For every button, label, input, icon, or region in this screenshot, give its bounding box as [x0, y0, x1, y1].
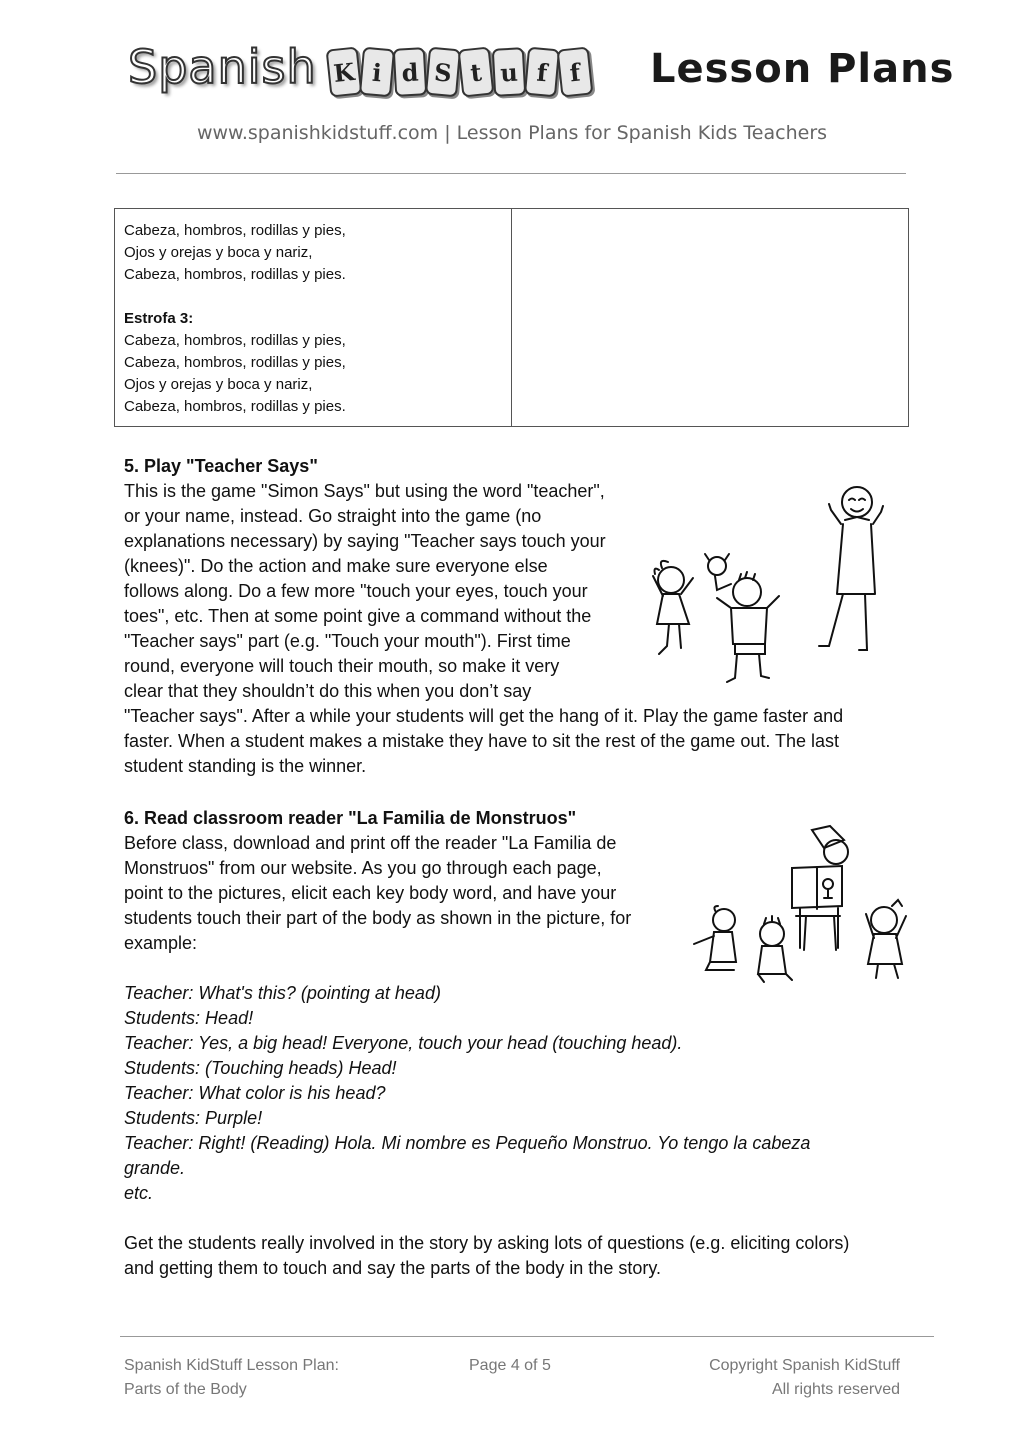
dialogue-line: Students: Head! [124, 1008, 254, 1028]
paragraph-line: faster. When a student makes a mistake they have to sit the rest of the game out. The last [124, 731, 840, 751]
logo-block: i [359, 47, 395, 98]
paragraph-line: "Teacher says". After a while your students will get the hang of it. Play the game faster and [124, 706, 844, 726]
paragraph-line: toes", etc. Then at some point give a command without the [124, 606, 592, 626]
paragraph-line: (knees)". Do the action and make sure everyone else [124, 556, 548, 576]
logo-spanish-text: Spanish [128, 40, 317, 94]
header-divider [116, 173, 906, 174]
footer-copyright [709, 1354, 900, 1402]
section-heading: 5. Play "Teacher Says" [124, 456, 318, 476]
lyric-line: Cabeza, hombros, rodillas y pies, [124, 222, 346, 239]
stanza-title: Estrofa 3: [124, 310, 194, 327]
dialogue-line: Teacher: What's this? (pointing at head) [124, 983, 441, 1003]
dialogue-line: etc. [124, 1183, 154, 1203]
footer-text: Spanish KidStuff Lesson Plan: [124, 1357, 339, 1374]
logo-letter-blocks [328, 48, 591, 96]
lyric-line: Cabeza, hombros, rodillas y pies. [124, 398, 346, 415]
paragraph-line: and getting them to touch and say the parts of the body in the story. [124, 1258, 662, 1278]
footer-text: Copyright Spanish KidStuff [709, 1357, 900, 1374]
empty-table-column [512, 209, 908, 426]
lyric-line: Cabeza, hombros, rodillas y pies. [124, 266, 346, 283]
footer-text: All rights reserved [771, 1381, 900, 1398]
logo-block: f [524, 47, 560, 98]
paragraph-line: student standing is the winner. [124, 756, 367, 776]
logo-block: S [425, 47, 461, 98]
song-lyrics-table [114, 208, 909, 427]
paragraph-line: Monstruos" from our website. As you go through each page, [124, 858, 602, 878]
paragraph-line: Get the students really involved in the story by asking lots of questions (e.g. eliciting colors) [124, 1233, 850, 1253]
logo-block: K [326, 46, 363, 97]
paragraph-line: "Teacher says" part (e.g. "Touch your mouth"). First time [124, 631, 571, 651]
teacher-says-illustration [645, 480, 895, 690]
paragraph-line: or your name, instead. Go straight into the game (no [124, 506, 542, 526]
footer-page-number: Page 4 of 5 [469, 1357, 551, 1374]
dialogue-line: Teacher: What color is his head? [124, 1083, 386, 1103]
logo-block: u [492, 47, 526, 97]
logo-lesson-plans-text: Lesson Plans [650, 46, 955, 92]
dialogue-line: grande. [124, 1158, 186, 1178]
dialogue-line: Teacher: Right! (Reading) Hola. Mi nombre es Pequeño Monstruo. Yo tengo la cabeza [124, 1133, 811, 1153]
section-heading: 6. Read classroom reader "La Familia de Monstruos" [124, 808, 577, 828]
dialogue-line: Students: Purple! [124, 1108, 263, 1128]
paragraph-line: explanations necessary) by saying "Teacher says touch your [124, 531, 606, 551]
paragraph-line: clear that they shouldn’t do this when you don’t say [124, 681, 532, 701]
site-tagline: www.spanishkidstuff.com | Lesson Plans for Spanish Kids Teachers [196, 122, 828, 144]
lyric-line: Ojos y orejas y boca y nariz, [124, 244, 313, 261]
paragraph-line: round, everyone will touch their mouth, so make it very [124, 656, 560, 676]
lyric-line: Ojos y orejas y boca y nariz, [124, 376, 313, 393]
paragraph-line: point to the pictures, elicit each key body word, and have your [124, 883, 617, 903]
logo-block: t [458, 46, 495, 97]
paragraph-line: follows along. Do a few more "touch your eyes, touch your [124, 581, 588, 601]
lyric-line: Cabeza, hombros, rodillas y pies, [124, 332, 346, 349]
lyric-line: Cabeza, hombros, rodillas y pies, [124, 354, 346, 371]
paragraph-line: This is the game "Simon Says" but using the word "teacher", [124, 481, 605, 501]
footer-lesson-title [124, 1354, 339, 1402]
paragraph-line: students touch their part of the body as shown in the picture, for [124, 908, 632, 928]
lyrics-column [115, 209, 512, 426]
site-logo [0, 40, 1024, 110]
logo-block: d [393, 47, 427, 97]
paragraph-line: Before class, download and print off the reader "La Familia de [124, 833, 617, 853]
dialogue-line: Teacher: Yes, a big head! Everyone, touch your head (touching head). [124, 1033, 683, 1053]
footer-text: Parts of the Body [124, 1381, 247, 1398]
footer-divider [120, 1336, 934, 1337]
reading-story-illustration [688, 822, 920, 984]
logo-block: f [557, 46, 594, 97]
paragraph-line: example: [124, 933, 198, 953]
dialogue-line: Students: (Touching heads) Head! [124, 1058, 397, 1078]
